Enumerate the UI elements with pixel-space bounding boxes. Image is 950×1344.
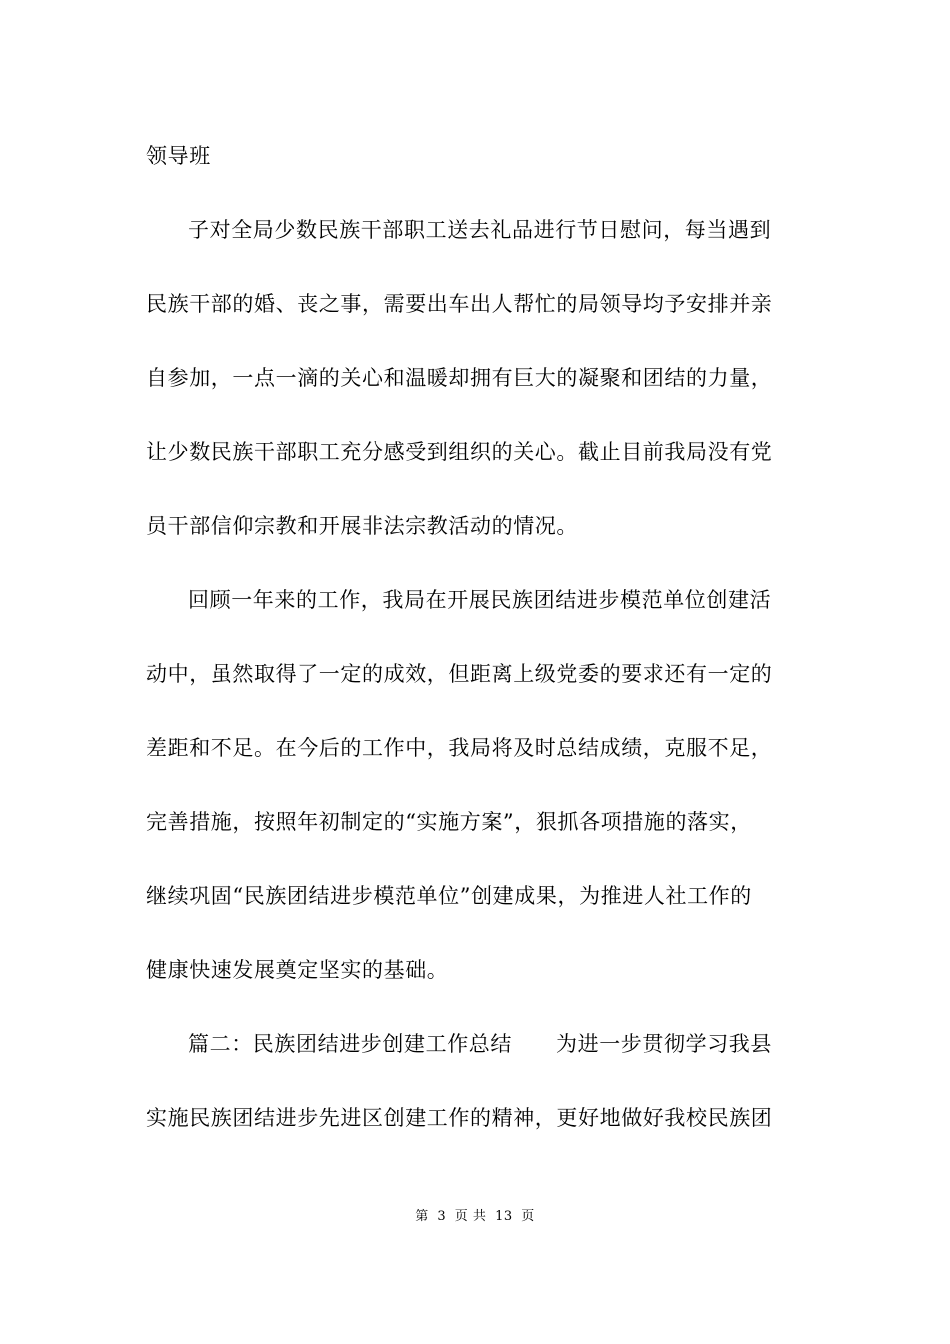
text-line-1: 领导班 xyxy=(146,144,211,168)
section-heading: 篇二：民族团结进步创建工作总结 xyxy=(188,1032,512,1056)
text-line-4: 自参加，一点一滴的关心和温暖却拥有巨大的凝聚和团结的力量， xyxy=(146,366,773,390)
page-footer xyxy=(0,1208,950,1226)
text-line-8: 动中，虽然取得了一定的成效，但距离上级党委的要求还有一定的 xyxy=(146,662,773,686)
footer-total-pages: 13 xyxy=(495,1209,513,1224)
footer-prefix: 第 xyxy=(415,1209,429,1224)
text-line-6: 员干部信仰宗教和开展非法宗教活动的情况。 xyxy=(146,514,578,538)
text-line-7: 回顾一年来的工作，我局在开展民族团结进步模范单位创建活 xyxy=(188,588,772,612)
text-line-2: 子对全局少数民族干部职工送去礼品进行节日慰问，每当遇到 xyxy=(188,218,772,242)
section-heading-line xyxy=(188,1030,858,1058)
footer-page-number: 3 xyxy=(437,1209,447,1224)
footer-suffix: 页 xyxy=(521,1209,535,1224)
text-line-14: 实施民族团结进步先进区创建工作的精神，更好地做好我校民族团 xyxy=(146,1106,773,1130)
footer-middle: 页 共 xyxy=(454,1209,487,1224)
text-line-3: 民族干部的婚、丧之事，需要出车出人帮忙的局领导均予安排并亲 xyxy=(146,292,773,316)
text-line-11: 继续巩固“民族团结进步模范单位”创建成果，为推进人社工作的 xyxy=(146,884,752,908)
text-line-5: 让少数民族干部职工充分感受到组织的关心。截止目前我局没有党 xyxy=(146,440,773,464)
text-line-10: 完善措施，按照年初制定的“实施方案”，狠抓各项措施的落实， xyxy=(146,810,752,834)
text-line-12: 健康快速发展奠定坚实的基础。 xyxy=(146,958,449,982)
section-continuation: 为进一步贯彻学习我县 xyxy=(556,1032,772,1056)
text-line-9: 差距和不足。在今后的工作中，我局将及时总结成绩，克服不足， xyxy=(146,736,773,760)
